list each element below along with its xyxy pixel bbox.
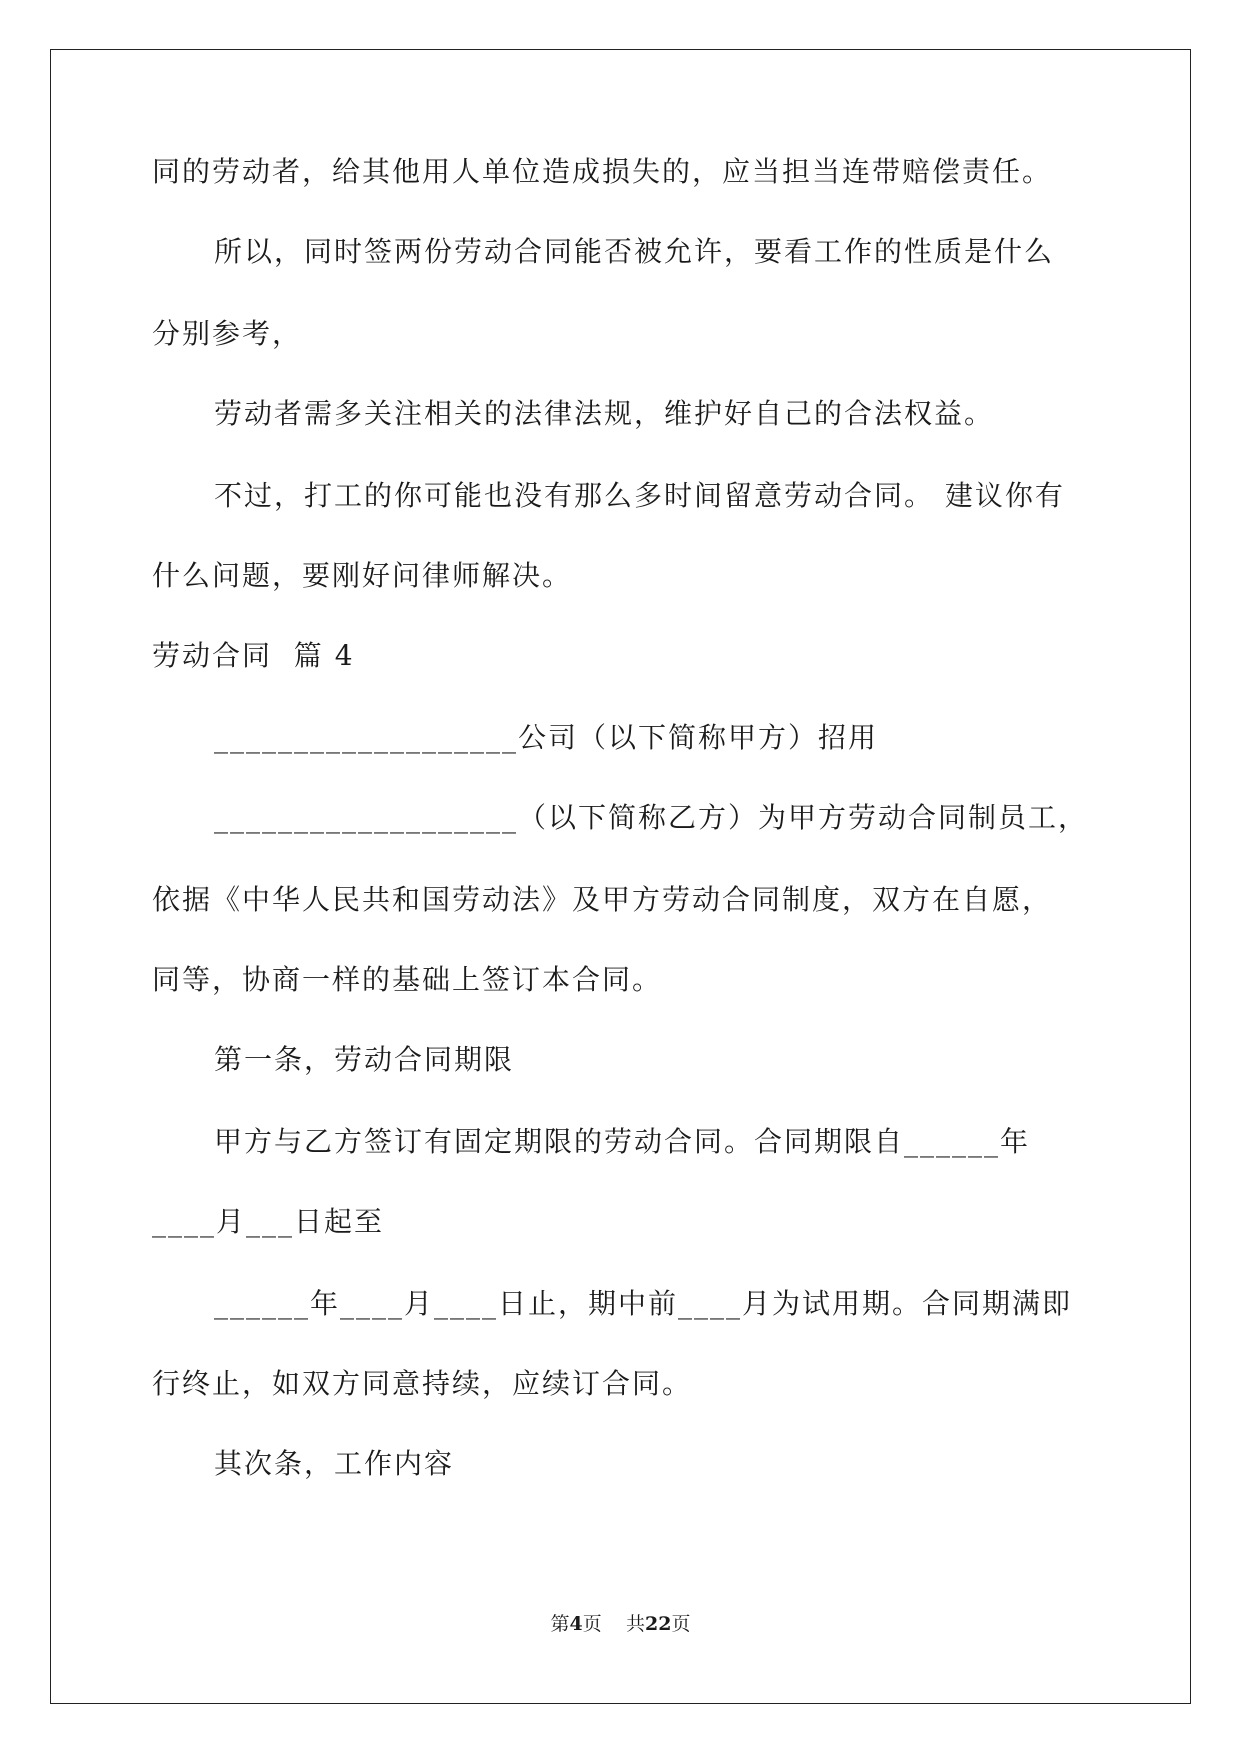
page-prefix: 第: [550, 1613, 570, 1635]
section-heading: 劳动合同 篇 4: [152, 639, 355, 672]
article-heading-1: 第一条，劳动合同期限: [214, 1043, 515, 1076]
paragraph-line-16: 行终止，如双方同意持续，应续订合同。: [152, 1367, 693, 1400]
paragraph-line-4: 劳动者需多关注相关的法律法规，维护好自己的合法权益。: [214, 397, 995, 430]
total-suffix: 页: [671, 1613, 691, 1635]
total-prefix: 共: [625, 1613, 645, 1635]
paragraph-line-10: 依据《中华人民共和国劳动法》及甲方劳动合同制度，双方在自愿，: [152, 883, 1053, 916]
page-footer: [0, 1612, 1241, 1636]
paragraph-line-9: ___________________（以下简称乙方）为甲方劳动合同制员工，: [214, 801, 1089, 834]
paragraph-line-11: 同等，协商一样的基础上签订本合同。: [152, 963, 663, 996]
total-pages: 22: [644, 1613, 672, 1635]
page-number: 4: [569, 1613, 583, 1635]
paragraph-line-3: 分别参考，: [152, 317, 303, 350]
page-suffix: 页: [582, 1613, 602, 1635]
paragraph-line-2: 所以，同时签两份劳动合同能否被允许，要看工作的性质是什么: [214, 235, 1055, 268]
paragraph-line-5: 不过，打工的你可能也没有那么多时间留意劳动合同。 建议你有: [214, 479, 1065, 512]
paragraph-line-13: 甲方与乙方签订有固定期限的劳动合同。合同期限自______年: [214, 1125, 1031, 1158]
article-heading-2: 其次条，工作内容: [214, 1447, 455, 1480]
paragraph-line-8: ___________________公司（以下简称甲方）招用: [214, 721, 879, 754]
paragraph-line-6: 什么问题，要刚好问律师解决。: [152, 559, 573, 592]
paragraph-line-14: ____月___日起至: [152, 1205, 385, 1238]
paragraph-line-1: 同的劳动者，给其他用人单位造成损失的，应当担当连带赔偿责任。: [152, 155, 1053, 188]
paragraph-line-15: ______年____月____日止，期中前____月为试用期。合同期满即: [214, 1287, 1073, 1320]
